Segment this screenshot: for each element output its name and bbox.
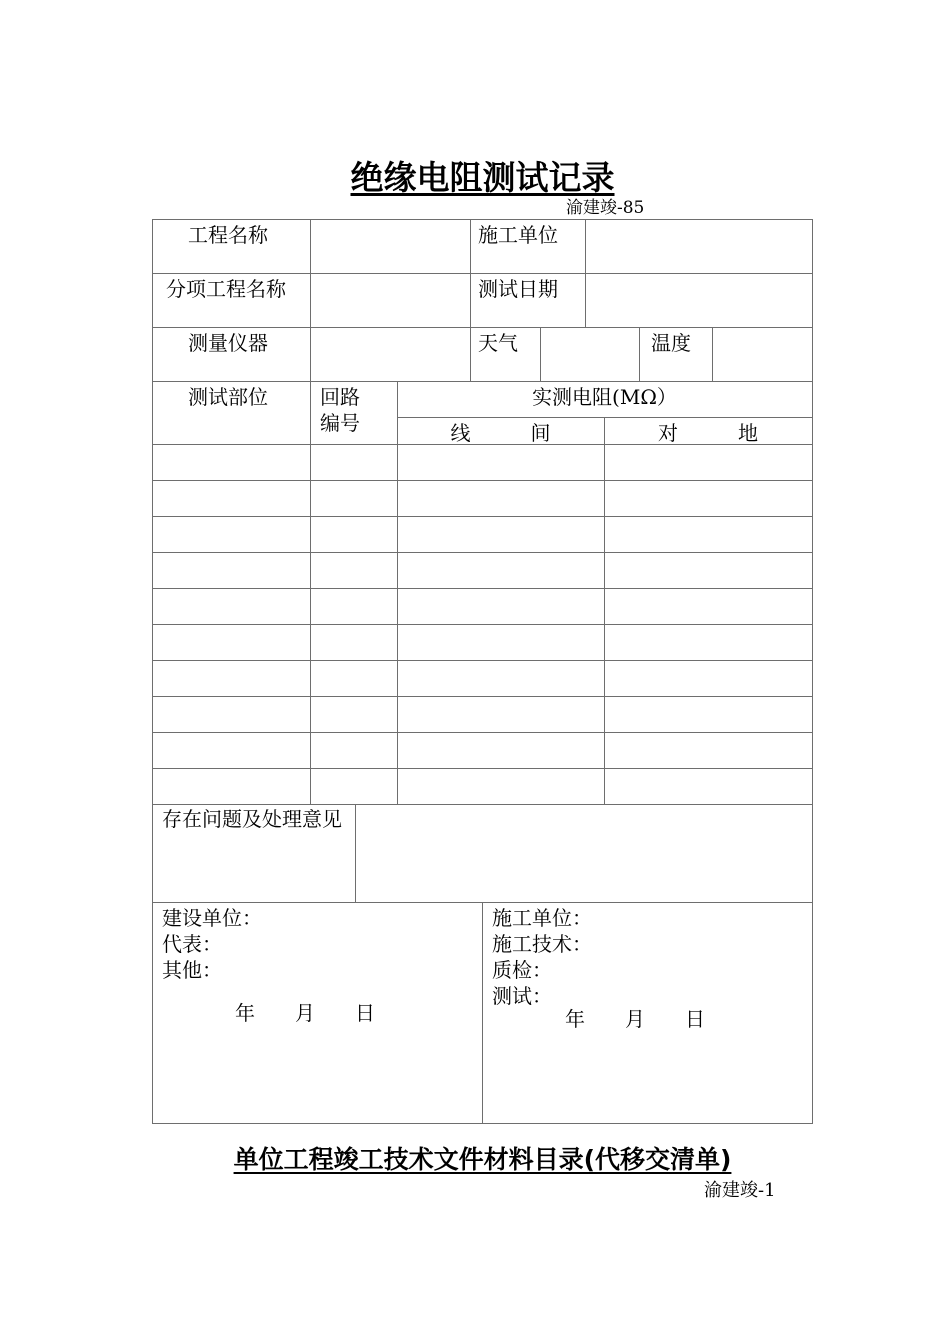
- label-instrument: 测量仪器: [188, 331, 268, 355]
- form-code: 渝建竣-85: [566, 198, 645, 218]
- label-measured-resistance: 实测电阻(MΩ）: [532, 385, 677, 409]
- label-temperature: 温度: [651, 331, 691, 355]
- sig-right-0: 施工单位：: [492, 906, 592, 930]
- sig-right-2: 质检：: [492, 958, 552, 982]
- label-project-name: 工程名称: [188, 223, 268, 247]
- sig-left-0: 建设单位：: [162, 906, 262, 930]
- sig-left-2: 其他：: [162, 958, 222, 982]
- label-sub-project-name: 分项工程名称: [166, 277, 286, 301]
- sig-right-date: 年 月 日: [565, 1007, 705, 1031]
- page-title: 绝缘电阻测试记录: [350, 158, 615, 197]
- next-page-title: 单位工程竣工技术文件材料目录(代移交清单): [233, 1145, 732, 1174]
- label-to-ground: 对 地: [658, 421, 758, 445]
- label-construction-unit: 施工单位: [478, 223, 558, 247]
- label-weather: 天气: [478, 331, 518, 355]
- next-form-code: 渝建竣-1: [704, 1180, 776, 1201]
- sig-right-1: 施工技术：: [492, 932, 592, 956]
- sig-left-1: 代表：: [162, 932, 222, 956]
- sig-right-3: 测试：: [492, 984, 552, 1008]
- label-test-date: 测试日期: [478, 277, 558, 301]
- record-table: [152, 219, 813, 1124]
- sig-left-date: 年 月 日: [235, 1001, 375, 1025]
- label-circuit-no-line2: 编号: [320, 411, 360, 435]
- label-issues: 存在问题及处理意见: [162, 807, 342, 831]
- label-circuit-no-line1: 回路: [320, 385, 360, 409]
- label-between-lines: 线 间: [450, 421, 551, 445]
- label-test-location: 测试部位: [188, 385, 268, 409]
